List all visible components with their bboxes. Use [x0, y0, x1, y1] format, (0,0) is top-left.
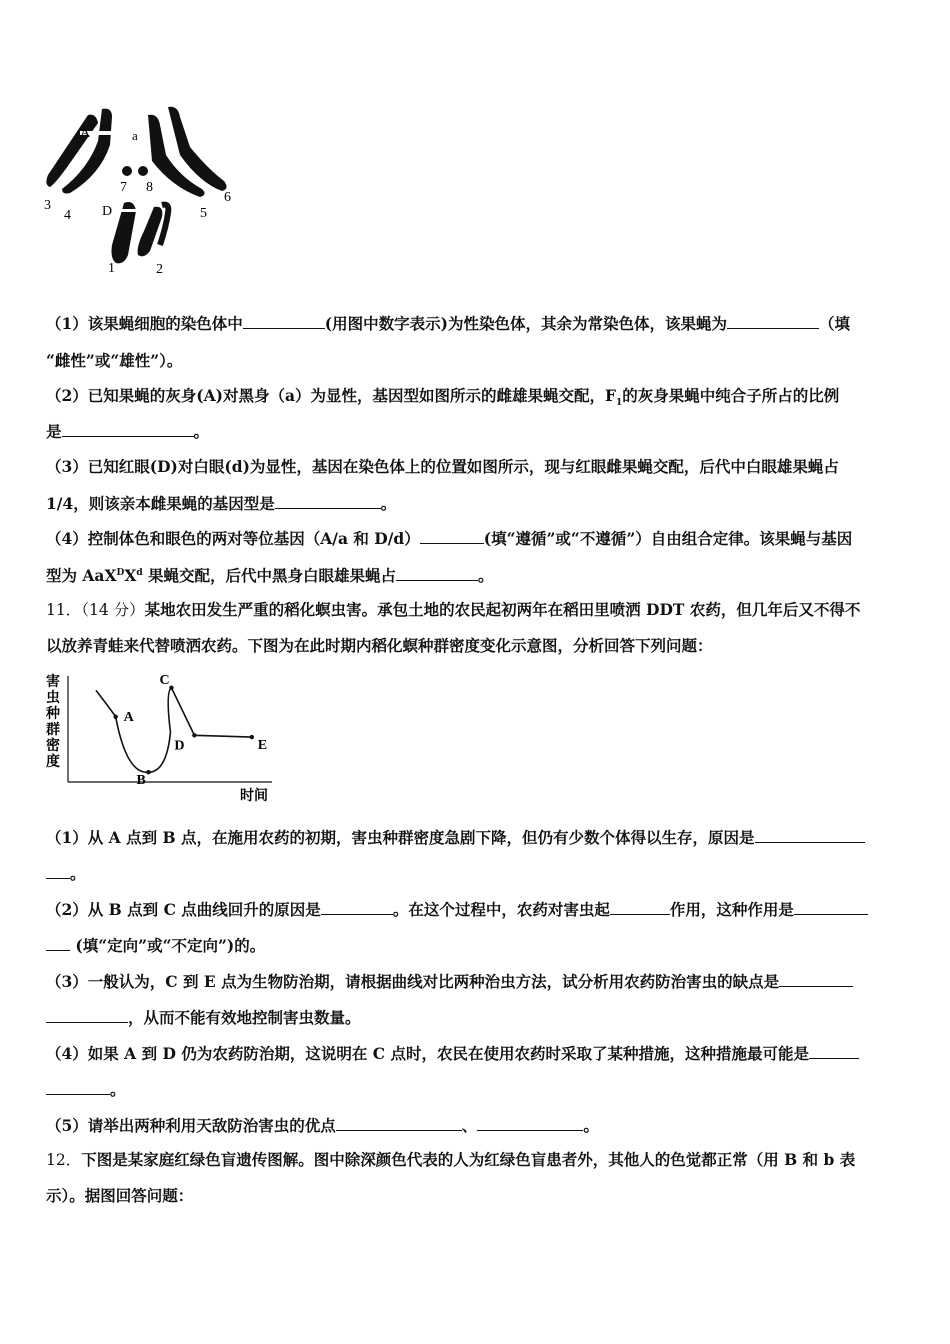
q11-part1-line2 [46, 862, 86, 884]
q11-p3-text-b: ，从而不能有效地控制害虫数量。 [128, 1008, 361, 1027]
answer-blank[interactable] [321, 900, 393, 915]
label-7: 7 [120, 180, 127, 195]
q12-line1 [46, 1148, 855, 1170]
label-D: D [102, 204, 113, 219]
answer-blank[interactable] [809, 1044, 859, 1059]
y-axis-label-char: 度 [46, 755, 60, 770]
q10-p4-sup2: d [136, 567, 143, 578]
label-8: 8 [146, 180, 153, 195]
q10-part1-line1 [46, 312, 850, 334]
q11-part4-line1 [46, 1042, 859, 1064]
q10-p2-end: 。 [193, 422, 210, 441]
point-label-C: C [159, 672, 170, 688]
point-A [113, 715, 117, 719]
point-label-A: A [123, 709, 134, 725]
q11-part4-line2 [46, 1078, 126, 1100]
q10-p3-end: 。 [380, 494, 397, 513]
chromosome-7 [122, 166, 132, 176]
answer-blank[interactable] [275, 494, 381, 509]
pest-density-curve [96, 688, 252, 773]
label-5: 5 [200, 206, 207, 221]
q10-part4-line2 [46, 564, 494, 586]
label-A: A [80, 126, 91, 141]
q11-intro-line2 [46, 634, 713, 656]
point-E [250, 735, 254, 739]
q11-intro-a: 某地农田发生严重的稻化螟虫害。承包土地的农民起初两年在稻田里喷洒 DDT 农药，但几年后又不得不 [144, 600, 861, 619]
x-axis-label: 时间 [240, 789, 268, 804]
point-label-B: B [136, 773, 146, 789]
label-3: 3 [44, 198, 51, 213]
q10-p4-sup1: D [116, 567, 125, 578]
label-6: 6 [224, 190, 231, 205]
answer-blank[interactable] [46, 936, 70, 951]
q10-p1-text-b: (用图中数字表示)为性染色体，其余为常染色体，该果蝇为 [324, 314, 727, 333]
q10-p2-text-a: （2）已知果蝇的灰身(A)对黑身（a）为显性，基因型如图所示的雌雄果蝇交配，F [46, 386, 617, 405]
q10-p1-text-a: （1）该果蝇细胞的染色体中 [46, 314, 243, 333]
q10-p4-text-e: 果蝇交配，后代中黑身白眼雄果蝇占 [142, 566, 397, 585]
point-label-D: D [174, 738, 185, 754]
q10-p1-text-c: （填 [818, 314, 850, 333]
q10-p4-text-a: （4）控制体色和眼色的两对等位基因（A/a 和 D/d） [46, 529, 420, 548]
label-2: 2 [156, 262, 163, 277]
answer-blank[interactable] [46, 864, 70, 879]
q12-text-b: 示）。据图回答问题： [46, 1186, 194, 1205]
answer-blank[interactable] [477, 1116, 583, 1131]
q11-p1-end: 。 [70, 864, 86, 883]
answer-blank[interactable] [727, 314, 819, 329]
q12-number: 12． [46, 1151, 82, 1169]
answer-blank[interactable] [336, 1116, 462, 1131]
q12-line2 [46, 1184, 193, 1206]
point-B [146, 770, 150, 774]
q12-text-a: 下图是某家庭红绿色盲遗传图解。图中除深颜色代表的人为红绿色盲患者外，其他人的色觉都正常（用 B 和 b 表 [81, 1150, 856, 1169]
q10-part2-line2 [46, 420, 209, 442]
q11-part3-line1 [46, 970, 853, 992]
q10-p3-text-b: 1/4，则该亲本雌果蝇的基因型是 [46, 494, 275, 513]
q10-p4-text-d: X [124, 566, 137, 585]
answer-blank[interactable] [794, 900, 868, 915]
q11-part2-line2 [46, 934, 265, 956]
point-D [192, 733, 196, 737]
answer-blank[interactable] [755, 828, 865, 843]
y-axis-label-char: 群 [46, 723, 60, 738]
answer-blank[interactable] [243, 314, 325, 329]
q11-part1-line1 [46, 826, 865, 848]
q11-p2-text-a: （2）从 B 点到 C 点曲线回升的原因是 [46, 900, 321, 919]
y-axis-label-char: 密 [46, 739, 60, 754]
q10-p4-text-b: (填“遵循”或“不遵循”）自由组合定律。该果蝇与基因 [483, 529, 853, 548]
y-axis-label-char: 种 [46, 707, 60, 722]
q10-p1-text-d: “雌性”或“雄性”）。 [46, 351, 183, 370]
q10-part3-line1 [46, 455, 839, 477]
q11-intro-line1 [46, 598, 860, 620]
q11-intro-b: 以放养青蛙来代替喷洒农药。下图为在此时期内稻化螟种群密度变化示意图，分析回答下列问题： [46, 636, 713, 655]
chromosome-figure [40, 95, 240, 280]
q10-part4-line1 [46, 527, 852, 549]
gene-band-D [112, 209, 138, 212]
y-axis-label-char: 虫 [46, 691, 60, 706]
q10-part2-line1 [46, 384, 839, 408]
label-1: 1 [108, 261, 115, 276]
label-4: 4 [64, 208, 71, 223]
chromosome-2 [138, 207, 163, 257]
q11-p5-end: 。 [583, 1116, 599, 1135]
answer-blank[interactable] [62, 422, 194, 437]
q11-p5-text-a: （5）请举出两种利用天敌防治害虫的优点 [46, 1116, 336, 1135]
q10-part3-line2 [46, 492, 396, 514]
q10-p4-end: 。 [478, 566, 494, 585]
point-label-E: E [257, 738, 268, 754]
answer-blank[interactable] [396, 566, 478, 581]
q11-p1-text-a: （1）从 A 点到 B 点，在施用农药的初期，害虫种群密度急剧下降，但仍有少数个体得以生存，原因是 [46, 828, 755, 847]
answer-blank[interactable] [46, 1080, 110, 1095]
q10-p3-text-a: （3）已知红眼(D)对白眼(d)为显性，基因在染色体上的位置如图所示，现与红眼雌果蝇交配，后代中白眼雄果蝇占 [46, 457, 839, 476]
q11-part5-line1 [46, 1114, 599, 1136]
q11-p5-text-b: 、 [461, 1116, 478, 1135]
q11-p3-text-a: （3）一般认为，C 到 E 点为生物防治期，请根据曲线对比两种治虫方法，试分析用农药防治害虫的缺点是 [46, 972, 780, 991]
q10-p2-sub: 1 [616, 398, 623, 409]
q11-p2-text-c: 作用，这种作用是 [669, 900, 794, 919]
answer-blank[interactable] [610, 900, 670, 915]
answer-blank[interactable] [420, 529, 484, 544]
point-C [169, 686, 173, 690]
pest-density-chart [40, 672, 280, 807]
q11-p2-text-d: (填“定向”或“不定向”)的。 [75, 936, 266, 955]
answer-blank[interactable] [46, 1008, 128, 1023]
q10-p2-text-c: 是 [46, 422, 62, 441]
q11-p2-text-b: 。在这个过程中，农药对害虫起 [392, 900, 610, 919]
q11-p4-text-a: （4）如果 A 到 D 仍为农药防治期，这说明在 C 点时，农民在使用农药时采取了某种措施，这种措施最可能是 [46, 1044, 809, 1063]
label-a: a [132, 128, 138, 143]
y-axis-label [45, 673, 60, 770]
chromosome-8 [138, 166, 148, 176]
q11-number: 11．（14 分） [46, 601, 145, 619]
q11-part3-line2 [46, 1006, 361, 1028]
q10-part1-line2 [46, 349, 182, 371]
q10-p2-text-b: 的灰身果蝇中纯合子所占的比例 [622, 386, 840, 405]
q11-p4-end: 。 [110, 1080, 126, 1099]
answer-blank[interactable] [779, 972, 853, 987]
q11-part2-line1 [46, 898, 868, 920]
q10-p4-text-c: 型为 AaX [46, 566, 117, 585]
y-axis-label-char: 害 [46, 675, 60, 690]
